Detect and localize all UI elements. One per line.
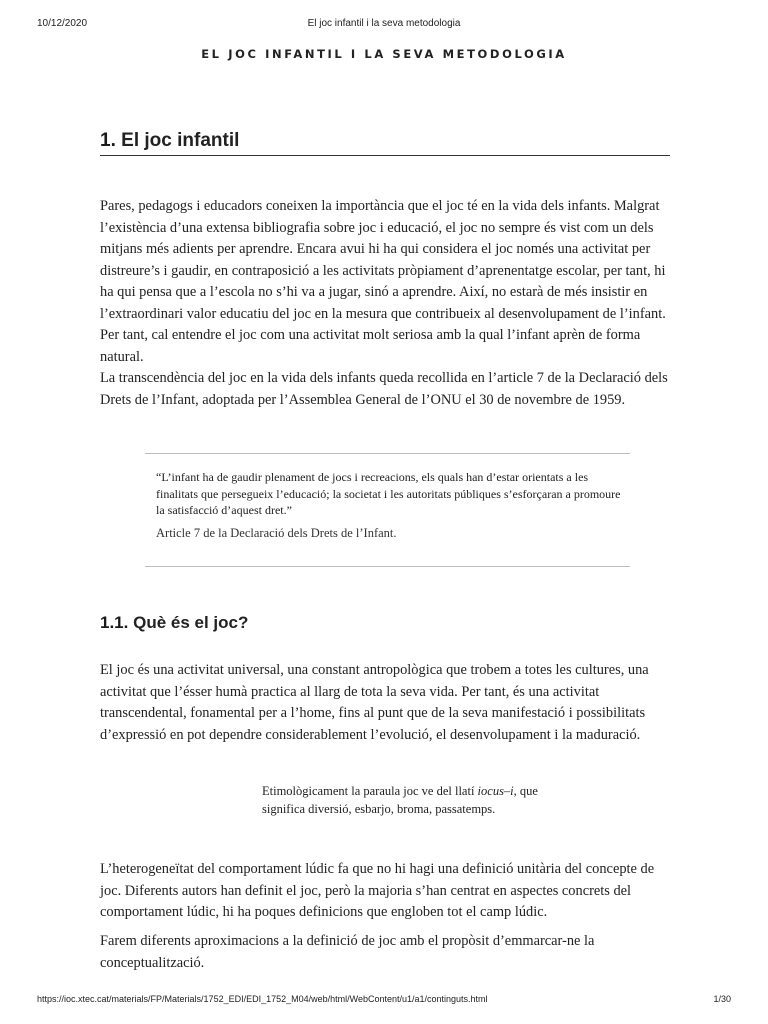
paragraph: Pares, pedagogs i educadors coneixen la importància que el joc té en la vida dels infants. Malgrat l’existència d’una extensa bibliografia sobre joc i educació, el joc no sempre és vist com un dels mitjans més adients per aprendre. Encara avui hi ha qui considera el joc només una activitat per distreure’s i gaudir, en contraposició a les activitats pròpiament d’aprenentatge escolar, per tant, hi ha qui pensa que a l’escola no s’hi va a jugar, sinó a aprendre. Així, no estarà de més insistir en l’extraordinari valor educatiu del joc en la mesura que contribueix al desenvolupament de l’infant. Per tant, cal entendre el joc com una activitat molt seriosa amb la qual l’infant aprèn de forma natural. bbox=[100, 198, 666, 365]
section-title: Què és el joc? bbox=[133, 613, 249, 632]
quote-source: Article 7 de la Declaració dels Drets de l’Infant. bbox=[156, 526, 397, 540]
quote-text: “L’infant ha de gaudir plenament de jocs i recreacions, els quals han d’estar orientats a les finalitats que persegueix l’educació; la societat i les autoritats públiques s’esforçaran a promoure la satisfacció d’aquest dret.” bbox=[156, 470, 621, 517]
quote-box bbox=[145, 453, 630, 567]
section-number: 1.1. bbox=[100, 613, 129, 632]
paragraph: L’heterogeneïtat del comportament lúdic fa que no hi hagi una definició unitària del concepte de joc. Diferents autors han definit el joc, però la majoria s’han centrat en aspectes concrets del comportament lúdic, hi ha poques definicions que engloben tot el camp lúdic. bbox=[100, 861, 655, 920]
paragraph: El joc és una activitat universal, una constant antropològica que trobem a totes les cultures, una activitat que l’ésser humà practica al llarg de tota la seva vida. Per tant, és una activitat transcendental, fonamental per a l’home, fins al punt que de la seva manifestació i possibilitats d’expressió en pot dependre considerablement l’evolució, el desenvolupament i la maduració. bbox=[100, 662, 649, 743]
page-url: https://ioc.xtec.cat/materials/FP/Materials/1752_EDI/EDI_1752_M04/web/html/WebContent/u1/a1/continguts.html bbox=[37, 994, 488, 1004]
print-page-title: El joc infantil i la seva metodologia bbox=[307, 18, 461, 29]
paragraph: Farem diferents aproximacions a la definició de joc amb el propòsit d’emmarcar-ne la conceptualització. bbox=[100, 933, 595, 971]
print-date: 10/12/2020 bbox=[37, 18, 88, 29]
section-heading-1-1 bbox=[100, 613, 248, 633]
section-heading-1 bbox=[100, 130, 670, 156]
page-number: 1/30 bbox=[713, 994, 731, 1004]
print-header bbox=[37, 18, 731, 32]
latin-term: iocus–i bbox=[477, 784, 514, 798]
note-text: , que significa diversió, esbarjo, broma, passatemps. bbox=[262, 784, 538, 816]
document-title: EL JOC INFANTIL I LA SEVA METODOLOGIA bbox=[201, 47, 567, 61]
paragraph: La transcendència del joc en la vida dels infants queda recollida en l’article 7 de la Declaració dels Drets de l’Infant, adoptada per l’Assemblea General de l’ONU el 30 de novembre de 1959. bbox=[100, 370, 668, 408]
note-text: Etimològicament la paraula joc ve del llatí bbox=[262, 784, 478, 798]
section-number: 1. bbox=[100, 130, 116, 151]
section-title: El joc infantil bbox=[121, 130, 240, 151]
etymology-note bbox=[262, 783, 562, 818]
